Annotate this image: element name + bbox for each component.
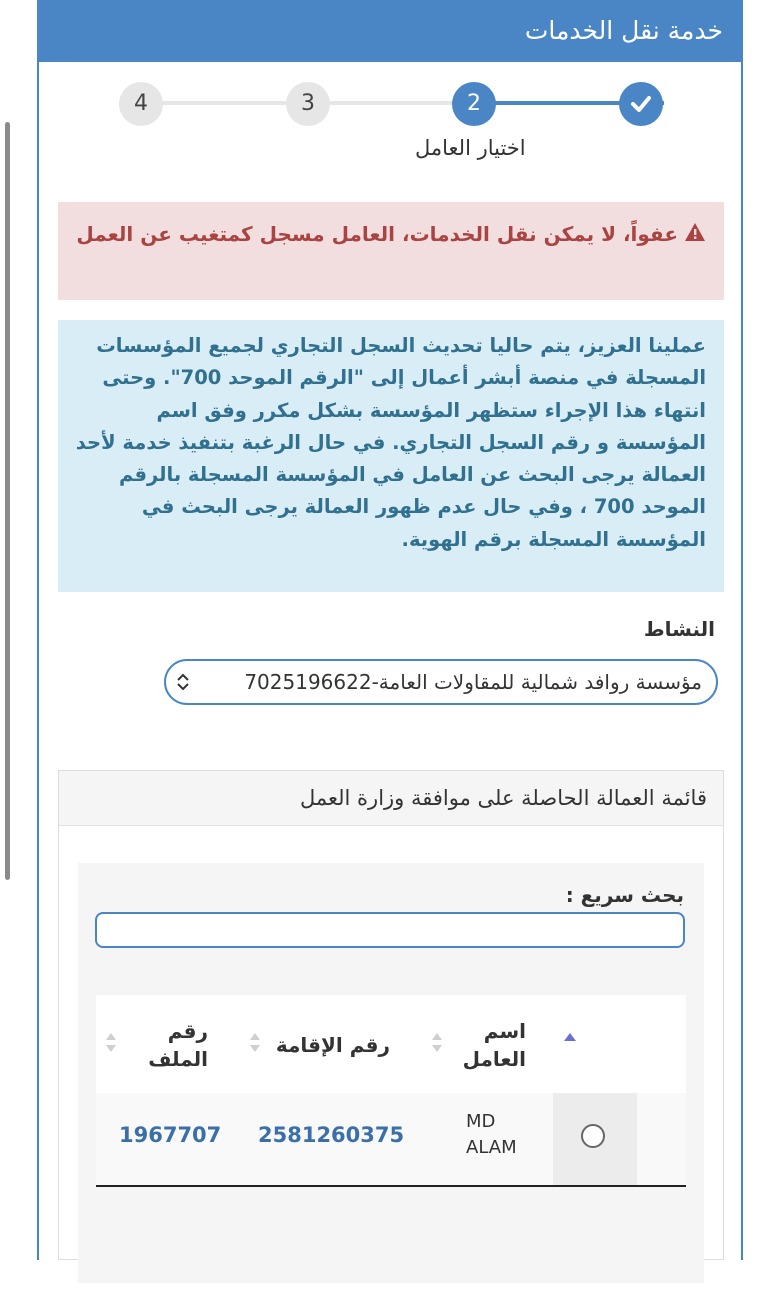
step-4: [119, 82, 163, 126]
table-header: [96, 995, 686, 1093]
workers-search-area: [78, 863, 704, 1283]
table-row[interactable]: [96, 1093, 686, 1187]
step-2-number: 2: [467, 91, 481, 116]
select-arrows-icon: [176, 672, 190, 692]
row-radio-button[interactable]: [581, 1124, 605, 1148]
column-iqama-label: رقم الإقامة: [275, 1033, 390, 1057]
sort-both-icon[interactable]: [104, 1029, 118, 1057]
step-2: [452, 82, 496, 126]
column-file-number[interactable]: [116, 995, 216, 1093]
row-select-cell[interactable]: [553, 1093, 637, 1185]
active-step-caption: اختيار العامل: [415, 136, 526, 160]
activity-selected-value: مؤسسة روافد شمالية للمقاولات العامة-7025196622: [244, 670, 702, 694]
workers-panel: [58, 770, 724, 1260]
page-scrollbar[interactable]: [5, 122, 10, 880]
activity-select[interactable]: [164, 659, 718, 705]
sort-both-icon[interactable]: [430, 1029, 444, 1057]
step-1: [619, 82, 663, 126]
column-worker-name-label: اسم العامل: [462, 1019, 526, 1071]
column-file-label: رقم الملف: [148, 1019, 208, 1071]
worker-file-value[interactable]: 1967707: [119, 1123, 222, 1147]
activity-label: النشاط: [643, 617, 715, 641]
wizard-stepper: [39, 62, 741, 182]
panel-title: خدمة نقل الخدمات: [39, 0, 741, 62]
absent-worker-alert: [58, 202, 724, 300]
worker-name-line2: ALAM: [466, 1137, 517, 1158]
warning-icon: [684, 220, 706, 251]
workers-table: [96, 995, 686, 1295]
quick-search-input[interactable]: [95, 912, 685, 948]
service-panel: [37, 0, 743, 1260]
unified-number-info: عملينا العزيز، يتم حاليا تحديث السجل التجاري لجميع المؤسسات المسجلة في منصة أبشر أعمال إلى "الرقم الموحد 700". وحتى انتهاء هذا الإجراء ستظهر المؤسسة بشكل مكرر وفق اسم المؤسسة و رقم السجل التجاري. في حال الرغبة بتنفيذ خدمة لأحد العمالة يرجى البحث عن العامل في المؤسسة المسجلة بالرقم الموحد 700 ، وفي حال عدم ظهور العمالة يرجى البحث في المؤسسة المسجلة برقم الهوية.: [58, 320, 724, 592]
step-3: [286, 82, 330, 126]
step-3-number: 3: [301, 91, 315, 116]
column-iqama-number[interactable]: [256, 995, 396, 1093]
quick-search-label: بحث سريع :: [565, 883, 684, 907]
alert-danger-text: عفواً، لا يمكن نقل الخدمات، العامل مسجل كمتغيب عن العمل: [76, 222, 678, 246]
worker-name-line1: MD: [466, 1111, 496, 1132]
sort-asc-icon[interactable]: [562, 1030, 578, 1044]
workers-panel-title: قائمة العمالة الحاصلة على موافقة وزارة العمل: [59, 771, 723, 826]
worker-iqama-value[interactable]: 2581260375: [258, 1123, 405, 1147]
sort-both-icon[interactable]: [248, 1029, 262, 1057]
worker-name-cell: [466, 1109, 536, 1161]
step-4-number: 4: [134, 91, 148, 116]
check-icon: [630, 93, 652, 115]
